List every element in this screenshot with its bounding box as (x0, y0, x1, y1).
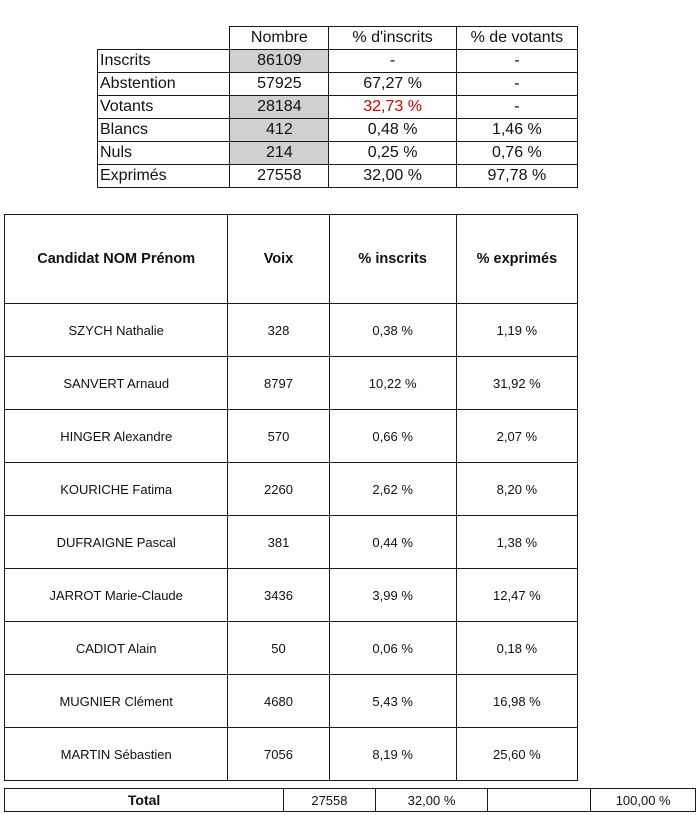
candidate-pct-exprimes: 1,19 % (456, 304, 577, 357)
summary-nombre: 28184 (230, 96, 329, 119)
summary-row-abstention (98, 73, 578, 96)
summary-header-pct-votants: % de votants (456, 27, 577, 50)
candidate-pct-inscrits: 0,66 % (329, 410, 456, 463)
candidate-row (5, 463, 578, 516)
candidate-row (5, 516, 578, 569)
summary-nombre: 412 (230, 119, 329, 142)
candidate-voix: 328 (228, 304, 329, 357)
candidate-pct-inscrits: 5,43 % (329, 675, 456, 728)
summary-header-nombre: Nombre (230, 27, 329, 50)
candidates-table (4, 214, 578, 781)
candidate-pct-exprimes: 8,20 % (456, 463, 577, 516)
summary-label: Nuls (98, 142, 230, 165)
total-voix: 27558 (284, 789, 375, 812)
candidate-pct-exprimes: 31,92 % (456, 357, 577, 410)
candidate-row (5, 728, 578, 781)
candidate-pct-inscrits: 8,19 % (329, 728, 456, 781)
candidate-row (5, 410, 578, 463)
candidate-pct-exprimes: 1,38 % (456, 516, 577, 569)
candidate-voix: 2260 (228, 463, 329, 516)
summary-pct-inscrits: - (329, 50, 456, 73)
candidate-row (5, 569, 578, 622)
summary-label: Blancs (98, 119, 230, 142)
header-candidat: Candidat NOM Prénom (5, 215, 228, 304)
header-pct-inscrits: % inscrits (329, 215, 456, 304)
candidate-name: KOURICHE Fatima (5, 463, 228, 516)
summary-nombre: 57925 (230, 73, 329, 96)
candidate-row (5, 622, 578, 675)
summary-label: Inscrits (98, 50, 230, 73)
header-pct-exprimes: % exprimés (456, 215, 577, 304)
candidate-name: MUGNIER Clément (5, 675, 228, 728)
candidate-pct-inscrits: 3,99 % (329, 569, 456, 622)
total-pct-exprimes: 100,00 % (591, 789, 696, 812)
total-pct-inscrits: 32,00 % (375, 789, 488, 812)
total-table (4, 788, 696, 812)
summary-header-row (98, 27, 578, 50)
candidate-pct-inscrits: 0,44 % (329, 516, 456, 569)
summary-pct-inscrits: 32,00 % (329, 165, 456, 188)
summary-row-inscrits (98, 50, 578, 73)
candidate-name: HINGER Alexandre (5, 410, 228, 463)
candidate-pct-exprimes: 0,18 % (456, 622, 577, 675)
total-label: Total (5, 789, 284, 812)
candidate-pct-exprimes: 2,07 % (456, 410, 577, 463)
summary-pct-votants: 97,78 % (456, 165, 577, 188)
candidate-voix: 570 (228, 410, 329, 463)
candidate-pct-exprimes: 25,60 % (456, 728, 577, 781)
summary-row-exprimes (98, 165, 578, 188)
summary-table (97, 26, 578, 188)
candidate-voix: 50 (228, 622, 329, 675)
total-row (5, 789, 696, 812)
candidate-pct-exprimes: 12,47 % (456, 569, 577, 622)
candidate-row (5, 304, 578, 357)
candidate-pct-exprimes: 16,98 % (456, 675, 577, 728)
summary-label: Votants (98, 96, 230, 119)
candidate-pct-inscrits: 0,38 % (329, 304, 456, 357)
candidate-name: CADIOT Alain (5, 622, 228, 675)
candidate-name: DUFRAIGNE Pascal (5, 516, 228, 569)
summary-nombre: 214 (230, 142, 329, 165)
candidate-voix: 7056 (228, 728, 329, 781)
candidate-name: SANVERT Arnaud (5, 357, 228, 410)
candidate-name: SZYCH Nathalie (5, 304, 228, 357)
summary-nombre: 86109 (230, 50, 329, 73)
candidates-header-row (5, 215, 578, 304)
summary-label: Abstention (98, 73, 230, 96)
candidate-pct-inscrits: 10,22 % (329, 357, 456, 410)
candidate-pct-inscrits: 2,62 % (329, 463, 456, 516)
total-empty-cell (488, 789, 591, 812)
header-voix: Voix (228, 215, 329, 304)
candidate-row (5, 357, 578, 410)
summary-pct-votants: 0,76 % (456, 142, 577, 165)
summary-pct-inscrits: 0,25 % (329, 142, 456, 165)
summary-pct-inscrits: 0,48 % (329, 119, 456, 142)
summary-row-votants (98, 96, 578, 119)
summary-pct-votants: - (456, 50, 577, 73)
summary-pct-votants: - (456, 96, 577, 119)
candidate-voix: 8797 (228, 357, 329, 410)
candidate-voix: 3436 (228, 569, 329, 622)
candidate-pct-inscrits: 0,06 % (329, 622, 456, 675)
summary-label: Exprimés (98, 165, 230, 188)
candidate-name: MARTIN Sébastien (5, 728, 228, 781)
candidate-voix: 4680 (228, 675, 329, 728)
summary-pct-inscrits-highlight: 32,73 % (329, 96, 456, 119)
candidate-name: JARROT Marie-Claude (5, 569, 228, 622)
summary-row-blancs (98, 119, 578, 142)
summary-nombre: 27558 (230, 165, 329, 188)
summary-pct-inscrits: 67,27 % (329, 73, 456, 96)
candidate-row (5, 675, 578, 728)
summary-header-empty (98, 27, 230, 50)
candidate-voix: 381 (228, 516, 329, 569)
summary-pct-votants: - (456, 73, 577, 96)
summary-pct-votants: 1,46 % (456, 119, 577, 142)
summary-header-pct-inscrits: % d'inscrits (329, 27, 456, 50)
summary-row-nuls (98, 142, 578, 165)
